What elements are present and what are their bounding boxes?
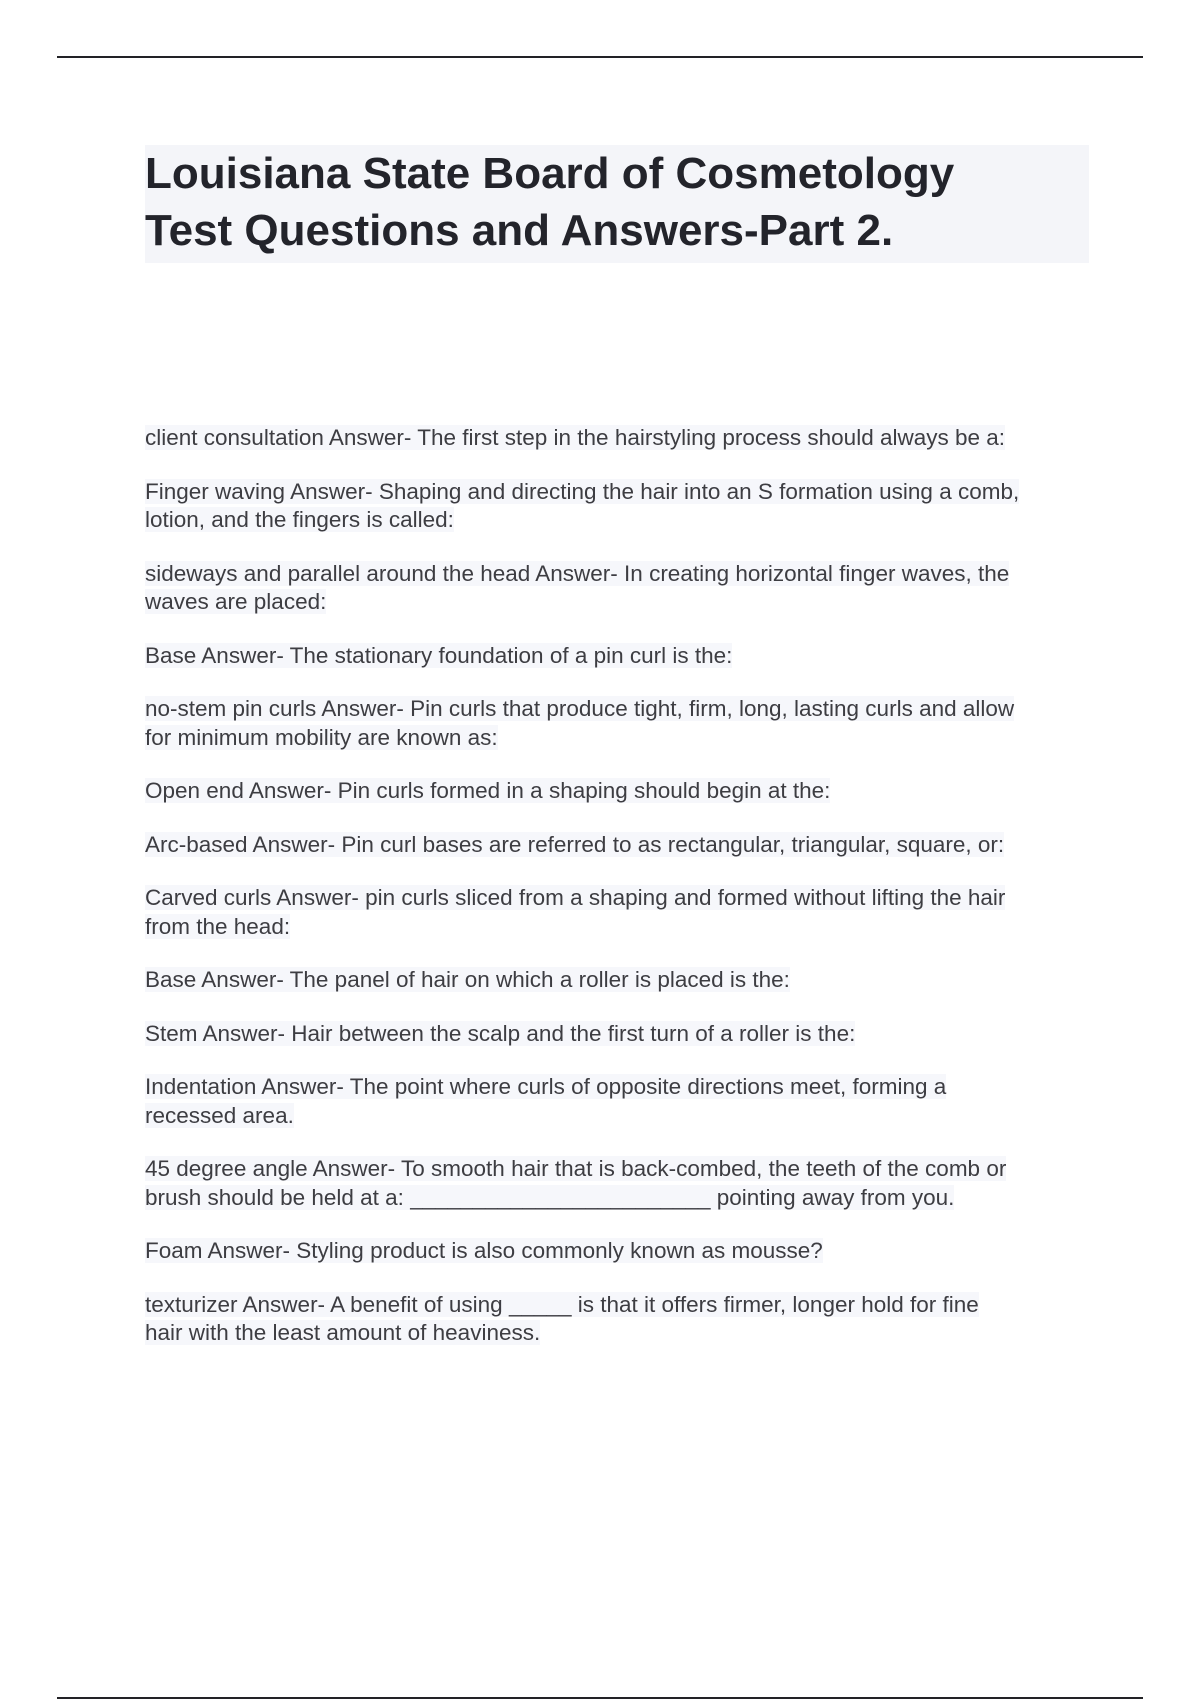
qa-item: [145, 777, 1095, 806]
qa-text-line: 45 degree angle Answer- To smooth hair that is back-combed, the teeth of the comb or: [145, 1156, 1007, 1181]
qa-item: [145, 1237, 1095, 1266]
qa-text-line: client consultation Answer- The first step in the hairstyling process should always be a:: [145, 425, 1006, 450]
qa-item: [145, 695, 1095, 752]
qa-text-line: sideways and parallel around the head Answer- In creating horizontal finger waves, the: [145, 560, 1010, 586]
qa-item: [145, 424, 1095, 453]
title-line-1: Louisiana State Board of Cosmetology: [145, 149, 955, 198]
title-line-2: Test Questions and Answers-Part 2.: [145, 206, 894, 255]
qa-text-line: Arc-based Answer- Pin curl bases are referred to as rectangular, triangular, square, or:: [145, 831, 1005, 857]
qa-item: [145, 1291, 1095, 1348]
qa-item: [145, 642, 1095, 671]
qa-item: [145, 560, 1095, 617]
qa-text-line: texturizer Answer- A benefit of using _____ is that it offers firmer, longer hold for fine: [145, 1291, 979, 1317]
qa-text-line: lotion, and the fingers is called:: [145, 507, 454, 532]
qa-item: [145, 1073, 1095, 1130]
qa-text-line: waves are placed:: [145, 589, 327, 614]
qa-item: [145, 478, 1095, 535]
qa-item: [145, 966, 1095, 995]
qa-text-line: Stem Answer- Hair between the scalp and the first turn of a roller is the:: [145, 1020, 856, 1046]
qa-text-line: no-stem pin curls Answer- Pin curls that produce tight, firm, long, lasting curls and allow: [145, 696, 1015, 721]
qa-item: [145, 831, 1095, 860]
qa-text-line: Base Answer- The panel of hair on which a roller is placed is the:: [145, 967, 790, 992]
qa-item: [145, 1155, 1095, 1212]
qa-text-line: brush should be held at a: ________________________ pointing away from you.: [145, 1184, 955, 1210]
qa-list: [145, 424, 1095, 1373]
document-title: [145, 145, 1089, 263]
qa-text-line: Finger waving Answer- Shaping and directing the hair into an S formation using a comb,: [145, 478, 1020, 504]
qa-text-line: Base Answer- The stationary foundation of a pin curl is the:: [145, 642, 733, 668]
qa-text-line: recessed area.: [145, 1102, 294, 1128]
qa-text-line: Carved curls Answer- pin curls sliced from a shaping and formed without lifting the hair: [145, 885, 1006, 910]
qa-text-line: Indentation Answer- The point where curls of opposite directions meet, forming a: [145, 1074, 947, 1099]
qa-text-line: Open end Answer- Pin curls formed in a shaping should begin at the:: [145, 778, 831, 803]
qa-text-line: hair with the least amount of heaviness.: [145, 1320, 541, 1345]
qa-text-line: for minimum mobility are known as:: [145, 724, 498, 750]
bottom-rule: [57, 1697, 1143, 1699]
qa-text-line: from the head:: [145, 913, 291, 939]
top-rule: [57, 56, 1143, 58]
qa-item: [145, 884, 1095, 941]
qa-text-line: Foam Answer- Styling product is also commonly known as mousse?: [145, 1238, 823, 1263]
qa-item: [145, 1020, 1095, 1049]
